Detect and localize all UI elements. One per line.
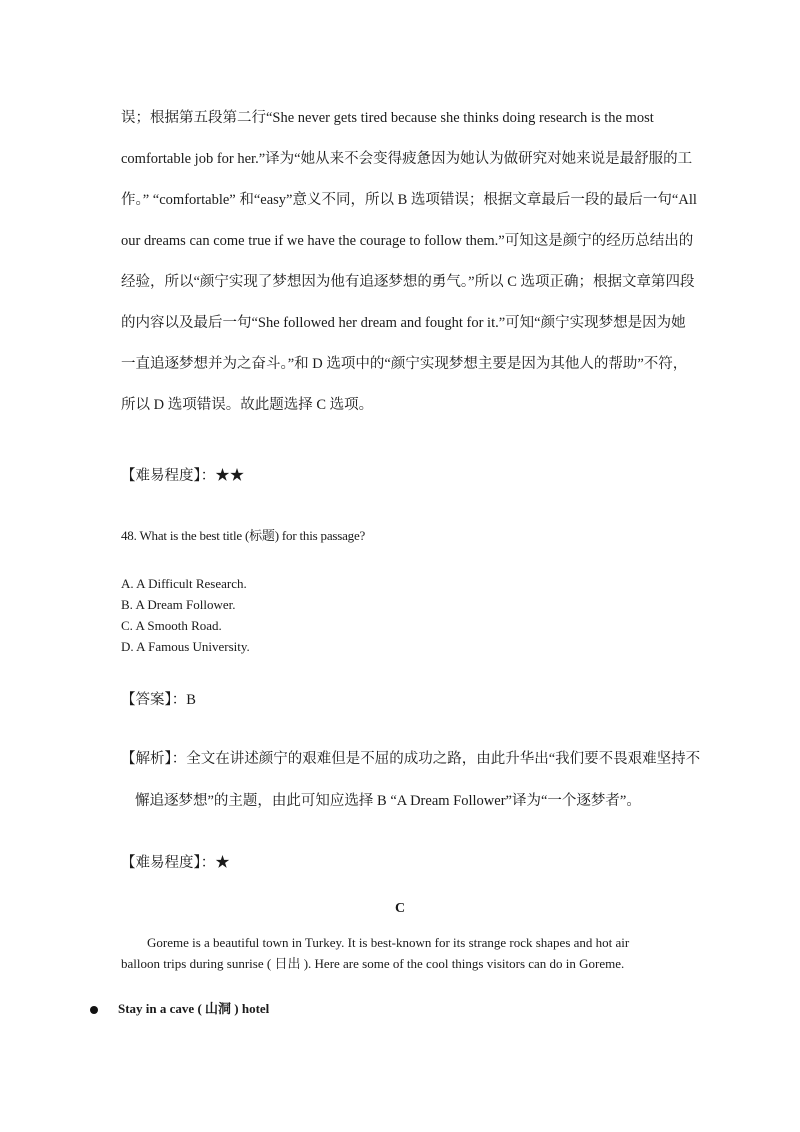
- option-b: B. A Dream Follower.: [121, 597, 236, 612]
- analysis-paragraph: [121, 738, 701, 822]
- option-d: D. A Famous University.: [121, 639, 250, 654]
- question-48: 48. What is the best title (标题) for this passage?: [121, 528, 366, 543]
- answer-label: 【答案】：B: [121, 692, 196, 708]
- difficulty-rating-1: 【难易程度】：★★: [121, 468, 245, 484]
- text-line: 作。” “comfortable” 和“easy”意义不同，所以 B 选项错误；根据文章最后一段的最后一句“All: [121, 192, 697, 208]
- text-line: 误；根据第五段第二行“She never gets tired because she thinks doing research is the most: [121, 110, 654, 126]
- text-line: 所以 D 选项错误。故此题选择 C 选项。: [121, 397, 374, 413]
- difficulty-rating-2: 【难易程度】：★: [121, 855, 230, 871]
- text-line: comfortable job for her.”译为“她从来不会变得疲惫因为她认为做研究对她来说是最舒服的工: [121, 151, 693, 167]
- bullet-icon: [90, 1006, 98, 1014]
- bullet-item: [90, 998, 269, 1017]
- text-line: our dreams can come true if we have the courage to follow them.”可知这是颜宁的经历总结出的: [121, 233, 694, 249]
- text-line: Goreme is a beautiful town in Turkey. It is best-known for its strange rock shapes and hot air: [147, 935, 630, 950]
- text-line: 【解析】：全文在讲述颜宁的艰难但是不屈的成功之路，由此升华出“我们要不畏艰难坚持不: [121, 751, 701, 767]
- passage-intro: [121, 932, 683, 974]
- explanation-paragraph: [121, 98, 697, 426]
- text-line: 的内容以及最后一句“She followed her dream and fought for it.”可知“颜宁实现梦想是因为她: [121, 315, 686, 331]
- text-line: 懈追逐梦想”的主题，由此可知应选择 B “A Dream Follower”译为“一个逐梦者”。: [135, 793, 641, 809]
- section-heading-c: C: [394, 901, 406, 916]
- option-a: A. A Difficult Research.: [121, 576, 247, 591]
- text-line: 一直追逐梦想并为之奋斗。”和 D 选项中的“颜宁实现梦想主要是因为其他人的帮助”不符，: [121, 356, 688, 372]
- text-line: 经验，所以“颜宁实现了梦想因为他有追逐梦想的勇气。”所以 C 选项正确；根据文章第四段: [121, 274, 695, 290]
- text-line: balloon trips during sunrise ( 日出 ). Here are some of the cool things visitors can do in Goreme.: [121, 956, 625, 971]
- option-c: C. A Smooth Road.: [121, 618, 222, 633]
- bullet-text: Stay in a cave ( 山洞 ) hotel: [118, 1001, 270, 1016]
